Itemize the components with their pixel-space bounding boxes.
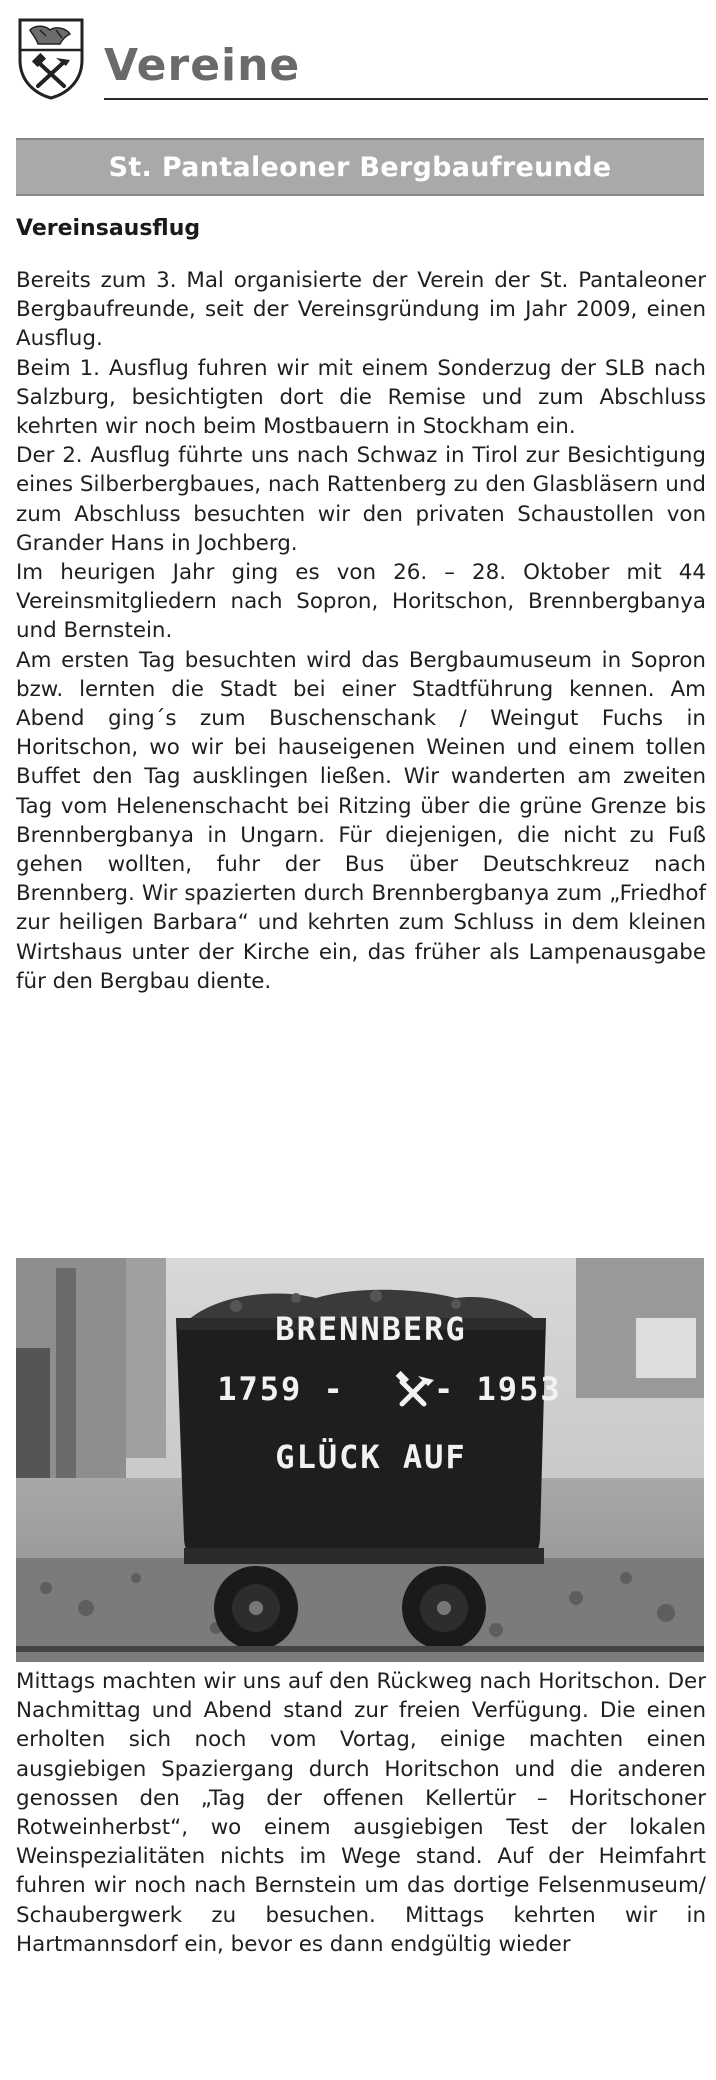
article-subheading: Vereinsausflug (16, 216, 201, 241)
paragraph: Am ersten Tag besuchten wird das Bergbaumuseum in Sopron bzw. lernten die Stadt bei einer Stadtführung kennen. Am Abend ging´s zum Buschenschank / Weingut Fuchs in Horitschon, wo wir bei hauseigenen Weinen und einem tollen Buffet den Tag ausklingen ließen. Wir wanderten am zweiten Tag vom Helenenschacht bei Ritzing über die grüne Grenze bis Brennbergbanya in Ungarn. Für diejenigen, die nicht zu Fuß gehen wollten, fuhr der Bus über Deutschkreuz nach Brennberg. Wir spazierten durch Brennbergbanya zum „Friedhof zur heiligen Barbara“ und kehrten zum Schluss in dem kleinen Wirtshaus unter der Kirche ein, das früher als Lampenausgabe für den Bergbau diente. (16, 647, 706, 994)
article-body-after-photo (16, 1667, 706, 1959)
cart-inscription-line1: BRENNBERG (275, 1310, 467, 1348)
paragraph: Mittags machten wir uns auf den Rückweg nach Horitschon. Der Nachmittag und Abend stand zur freien Verfügung. Die einen erholten sich noch vom Vortag, einige machten einen ausgiebigen Spaziergang durch Horitschon und die anderen genossen den „Tag der offenen Kellertür – Horitschoner Rotweinherbst“, wo einem ausgiebigen Test der lokalen Weinspezialitäten nichts im Wege stand. Auf der Heimfahrt fuhren wir noch nach Bernstein um das dortige Felsenmuseum/ Schaubergwerk zu besuchen. Mittags kehrten wir in Hartmannsdorf ein, bevor es dann endgültig wieder (16, 1669, 706, 1957)
banner-title: St. Pantaleoner Bergbaufreunde (108, 151, 612, 183)
cart-inscription-line3: GLÜCK AUF (275, 1438, 467, 1476)
article-banner (16, 138, 704, 196)
coat-of-arms-icon (16, 16, 86, 100)
header-divider (104, 98, 708, 100)
article-body-before-photo (16, 266, 706, 996)
mine-cart-photo (16, 1258, 704, 1662)
cart-inscription-year-left: 1759 - (217, 1370, 345, 1408)
paragraph: Beim 1. Ausflug fuhren wir mit einem Sonderzug der SLB nach Salzburg, besichtigten dort die Remise und zum Abschluss kehrten wir noch beim Mostbauern in Stockham ein. (16, 355, 706, 440)
paragraph: Bereits zum 3. Mal organisierte der Verein der St. Pantaleoner Bergbaufreunde, seit der Vereinsgründung im Jahr 2009, einen Ausflug. (16, 268, 706, 352)
paragraph: Der 2. Ausflug führte uns nach Schwaz in Tirol zur Besichtigung eines Silberbergbaues, nach Rattenberg zu den Glasbläsern und zum Abschluss besuchten wir den privaten Schaustollen von Grander Hans in Jochberg. (16, 443, 706, 556)
paragraph: Im heurigen Jahr ging es von 26. – 28. Oktober mit 44 Vereinsmitgliedern nach Sopron, Horitschon, Brennbergbanya und Bernstein. (16, 560, 706, 644)
section-title: Vereine (104, 40, 301, 91)
cart-inscription-year-right: - 1953 (434, 1370, 562, 1408)
